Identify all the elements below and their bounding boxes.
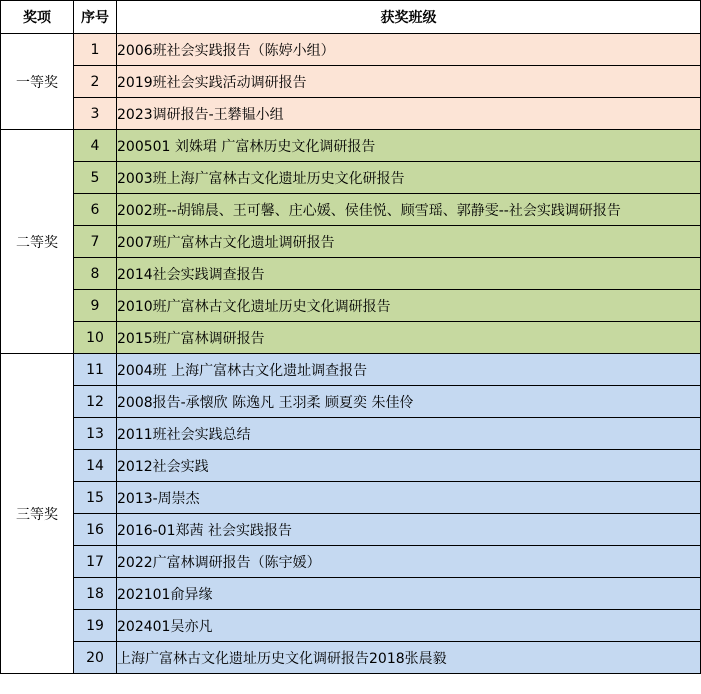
class-name-cell: 上海广富林古文化遗址历史文化调研报告2018张晨毅	[117, 642, 701, 674]
row-number-cell: 8	[74, 258, 117, 290]
row-number-cell: 12	[74, 386, 117, 418]
table-row	[1, 130, 701, 162]
table-row	[1, 354, 701, 386]
table-row	[1, 514, 701, 546]
class-name-cell: 2014社会实践调查报告	[117, 258, 701, 290]
row-number-cell: 13	[74, 418, 117, 450]
table-row	[1, 162, 701, 194]
class-name-cell: 2022广富林调研报告（陈宇媛）	[117, 546, 701, 578]
table-row	[1, 642, 701, 674]
table-row	[1, 386, 701, 418]
row-number-cell: 6	[74, 194, 117, 226]
class-name-cell: 2010班广富林古文化遗址历史文化调研报告	[117, 290, 701, 322]
row-number-cell: 4	[74, 130, 117, 162]
table-body	[1, 34, 701, 674]
table-row	[1, 34, 701, 66]
row-number-cell: 14	[74, 450, 117, 482]
award-tier-cell: 二等奖	[1, 130, 74, 354]
table-row	[1, 98, 701, 130]
table-row	[1, 578, 701, 610]
award-tier-cell: 三等奖	[1, 354, 74, 674]
class-name-cell: 200501 刘姝珺 广富林历史文化调研报告	[117, 130, 701, 162]
class-name-cell: 2004班 上海广富林古文化遗址调查报告	[117, 354, 701, 386]
class-name-cell: 2002班--胡锦晨、王可馨、庄心媛、侯佳悦、顾雪瑶、郭静雯--社会实践调研报告	[117, 194, 701, 226]
class-name-cell: 2013-周崇杰	[117, 482, 701, 514]
class-name-cell: 2015班广富林调研报告	[117, 322, 701, 354]
row-number-cell: 10	[74, 322, 117, 354]
row-number-cell: 18	[74, 578, 117, 610]
class-name-cell: 2023调研报告-王礬韫小组	[117, 98, 701, 130]
header-award: 奖项	[1, 1, 74, 34]
class-name-cell: 202101俞异缘	[117, 578, 701, 610]
row-number-cell: 3	[74, 98, 117, 130]
row-number-cell: 19	[74, 610, 117, 642]
row-number-cell: 9	[74, 290, 117, 322]
header-row	[1, 1, 701, 34]
header-class-name: 获奖班级	[117, 1, 701, 34]
row-number-cell: 20	[74, 642, 117, 674]
row-number-cell: 16	[74, 514, 117, 546]
table-row	[1, 290, 701, 322]
table-row	[1, 610, 701, 642]
table-row	[1, 450, 701, 482]
table-header	[1, 1, 701, 34]
row-number-cell: 7	[74, 226, 117, 258]
class-name-cell: 2011班社会实践总结	[117, 418, 701, 450]
row-number-cell: 11	[74, 354, 117, 386]
class-name-cell: 2016-01郑茜 社会实践报告	[117, 514, 701, 546]
class-name-cell: 2007班广富林古文化遗址调研报告	[117, 226, 701, 258]
table-row	[1, 546, 701, 578]
row-number-cell: 2	[74, 66, 117, 98]
class-name-cell: 202401吴亦凡	[117, 610, 701, 642]
row-number-cell: 17	[74, 546, 117, 578]
table-row	[1, 322, 701, 354]
table-row	[1, 226, 701, 258]
table-row	[1, 66, 701, 98]
class-name-cell: 2012社会实践	[117, 450, 701, 482]
table-row	[1, 194, 701, 226]
class-name-cell: 2019班社会实践活动调研报告	[117, 66, 701, 98]
header-number: 序号	[74, 1, 117, 34]
table-row	[1, 482, 701, 514]
class-name-cell: 2008报告-承懐欣 陈逸凡 王羽柔 顾夏奕 朱佳伶	[117, 386, 701, 418]
row-number-cell: 1	[74, 34, 117, 66]
table-row	[1, 258, 701, 290]
row-number-cell: 5	[74, 162, 117, 194]
award-tier-cell: 一等奖	[1, 34, 74, 130]
class-name-cell: 2003班上海广富林古文化遗址历史文化研报告	[117, 162, 701, 194]
class-name-cell: 2006班社会实践报告（陈婷小组）	[117, 34, 701, 66]
table-row	[1, 418, 701, 450]
row-number-cell: 15	[74, 482, 117, 514]
